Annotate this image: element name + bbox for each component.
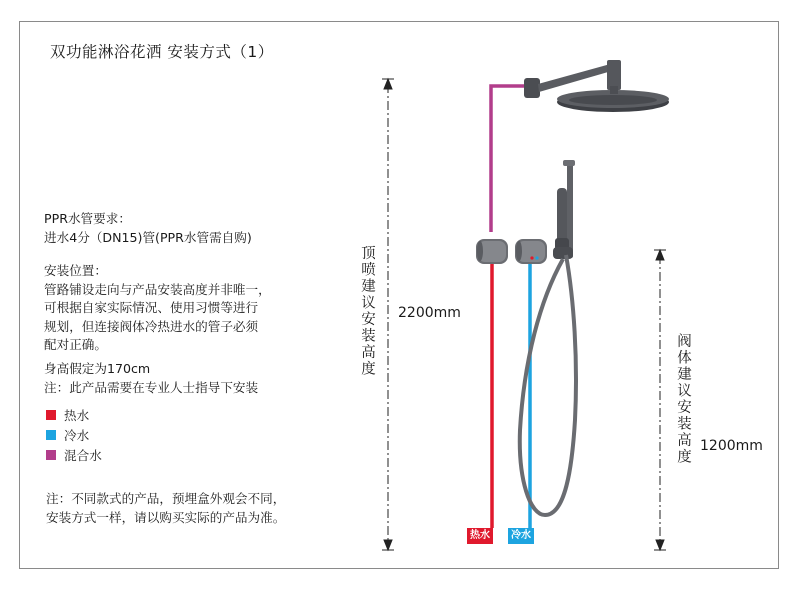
hot-valve-knob <box>476 239 508 264</box>
valve-height-value: 1200mm <box>700 438 763 454</box>
install-position-line: 规划，但连接阀体冷热进水的管子必须 <box>44 318 259 334</box>
hand-shower <box>555 188 569 250</box>
top-height-label: 顶喷建议安装高度 <box>359 245 375 377</box>
valve-height-dimension-line <box>654 250 666 550</box>
bottom-note-line: 安装方式一样，请以购买实际的产品为准。 <box>46 509 286 525</box>
hot-water-tag: 热水 <box>467 528 493 544</box>
valve-height-label: 阀体建议安装高度 <box>675 333 691 465</box>
legend-mixed-label: 混合水 <box>64 448 102 463</box>
legend-hot-label: 热水 <box>64 408 90 423</box>
professional-note: 注：此产品需要在专业人士指导下安装 <box>44 379 259 395</box>
shower-hose <box>520 255 576 515</box>
mixed-water-pipe <box>491 86 529 232</box>
cold-water-tag: 冷水 <box>508 528 534 544</box>
legend-cold-label: 冷水 <box>64 428 90 443</box>
install-position-line: 管路铺设走向与产品安装高度并非唯一， <box>44 281 271 297</box>
cold-valve-knob <box>515 239 547 264</box>
height-assumption: 身高假定为170cm <box>44 361 151 376</box>
top-height-dimension-line <box>382 79 394 550</box>
rain-shower-head <box>557 86 669 112</box>
bottom-note-line: 注：不同款式的产品，预埋盒外观会不同， <box>46 491 286 506</box>
pipe-requirement-heading: PPR水管要求： <box>44 211 131 226</box>
wall-outlet <box>553 247 573 259</box>
install-position-line: 可根据自家实际情况、使用习惯等进行 <box>44 300 259 315</box>
install-position-heading: 安装位置： <box>44 263 107 278</box>
install-position-line: 配对正确。 <box>44 337 107 352</box>
top-height-value: 2200mm <box>398 305 461 321</box>
pipe-requirement-text: 进水4分（DN15)管(PPR水管需自购) <box>44 229 252 245</box>
page-title: 双功能淋浴花洒 安装方式（1） <box>50 43 274 61</box>
